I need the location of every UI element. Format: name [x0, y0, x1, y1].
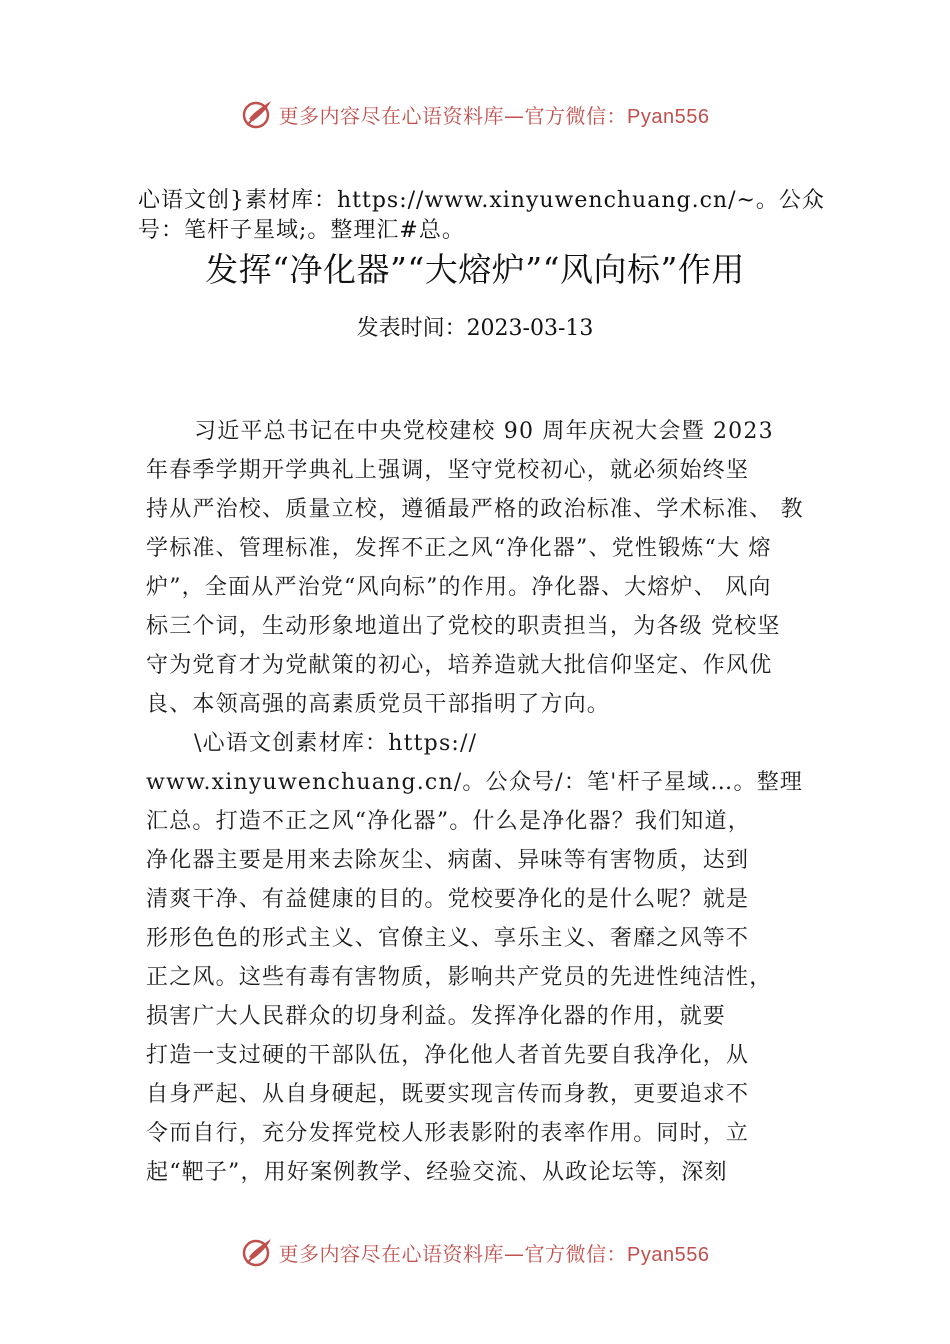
body-line: 汇总。打造不正之风“净化器”。什么是净化器？我们知道，	[146, 809, 751, 834]
body-line: 正之风。这些有毒有害物质，影响共产党员的先进性纯洁性，	[146, 965, 773, 990]
source-note-line-1: 心语文创}素材库：https://www.xinyuwenchuang.cn/~。公众	[138, 188, 825, 213]
body-line: 学标准、管理标准，发挥不正之风“净化器”、党性锻炼“大 熔	[146, 536, 772, 561]
footer-banner	[0, 1232, 950, 1272]
body-line: 年春季学期开学典礼上强调，坚守党校初心，就必须始终坚	[146, 458, 750, 483]
body-line: 打造一支过硬的干部队伍，净化他人者首先要自我净化，从	[146, 1043, 750, 1068]
article-body	[146, 412, 826, 1192]
body-line: 炉”，全面从严治党“风向标”的作用。净化器、大熔炉、 风向	[146, 575, 772, 600]
banner-text: 更多内容尽在心语资料库—官方微信：Pyan556	[278, 103, 710, 128]
body-line: 令而自行，充分发挥党校人形表影附的表率作用。同时，立	[146, 1121, 750, 1146]
body-line: 清爽干净、有益健康的目的。党校要净化的是什么呢？就是	[146, 887, 750, 912]
body-line: 习近平总书记在中央党校建校 90 周年庆祝大会暨 2023	[194, 419, 774, 444]
header-banner	[0, 94, 950, 134]
body-line: 形形色色的形式主义、官僚主义、享乐主义、奢靡之风等不	[146, 926, 750, 951]
wechat-id: Pyan556	[627, 1243, 710, 1266]
body-line: 损害广大人民群众的切身利益。发挥净化器的作用，就要	[146, 1004, 727, 1029]
wechat-id: Pyan556	[627, 105, 710, 128]
body-line: 净化器主要是用来去除灰尘、病菌、异味等有害物质，达到	[146, 848, 750, 873]
body-line: 标三个词，生动形象地道出了党校的职责担当，为各级 党校坚	[146, 614, 781, 639]
body-line: 起“靶子”，用好案例教学、经验交流、从政论坛等，深刻	[146, 1160, 728, 1185]
body-line: \心语文创素材库：https://	[194, 731, 478, 756]
source-note	[138, 186, 833, 246]
body-line: www.xinyuwenchuang.cn/。公众号/：笔'杆子星域…。整理	[146, 770, 804, 795]
banner-text: 更多内容尽在心语资料库—官方微信：Pyan556	[278, 1241, 710, 1266]
quill-seal-icon	[241, 97, 275, 131]
publish-date: 发表时间：2023-03-13	[356, 316, 594, 341]
quill-seal-icon	[241, 1235, 275, 1269]
body-line: 自身严起、从自身硬起，既要实现言传而身教，更要追求不	[146, 1082, 750, 1107]
body-line: 守为党育才为党献策的初心，培养造就大批信仰坚定、作风优	[146, 653, 773, 678]
body-line: 持从严治校、质量立校，遵循最严格的政治标准、学术标准、 教	[146, 497, 804, 522]
source-note-line-2: 号：笔杆子星域;。整理汇#总。	[138, 218, 465, 243]
article-title: 发挥“净化器”“大熔炉”“风向标”作用	[205, 250, 745, 289]
body-line: 良、本领高强的高素质党员干部指明了方向。	[146, 692, 611, 717]
